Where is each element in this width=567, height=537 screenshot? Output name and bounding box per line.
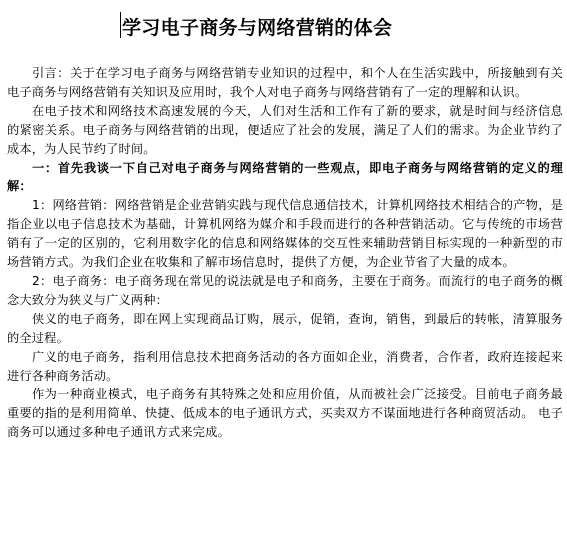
document-title[interactable]: 学习电子商务与网络营销的体会 xyxy=(122,17,393,39)
paragraph-section-heading[interactable]: 一：首先我谈一下自己对电子商务与网络营销的一些观点，即电子商务与网络营销的定义的理解： xyxy=(7,160,563,194)
paragraph-business-model[interactable]: 作为一种商业模式，电子商务有其特殊之处和应用价值，从而被社会广泛接受。目前电子商务最重要的指的是利用简单、快捷、低成本的电子通讯方式，买卖双方不谋面地进行各种商贸活动。 电子商务可以通过多种电子通讯方式来完成。 xyxy=(7,387,563,440)
paragraph-narrow-definition[interactable]: 侠义的电子商务，即在网上实现商品订购，展示，促销，查询，销售，到最后的转帐，清算服务的全过程。 xyxy=(7,311,563,345)
paragraph-network-marketing[interactable]: 1：网络营销：网络营销是企业营销实践与现代信息通信技术，计算机网络技术相结合的产物，是指企业以电子信息技术为基础，计算机网络为媒介和手段而进行的各种营销活动。它与传统的市场营销有了一定的区别的，它利用数字化的信息和网络媒体的交互性来辅助营销目标实现的一种新型的市场营销方式。为我们企业在收集和了解市场信息时，提供了方便，为企业节省了大量的成本。 xyxy=(7,198,563,270)
title-row xyxy=(7,10,563,42)
text-cursor xyxy=(120,12,121,38)
paragraph-background[interactable]: 在电子技术和网络技术高速发展的今天，人们对生活和工作有了新的要求，就是时间与经济信息的紧密关系。电子商务与网络营销的出现，便适应了社会的发展，满足了人们的需求。为企业节约了成本，为人民节约了时间。 xyxy=(7,103,563,156)
paragraph-introduction[interactable]: 引言：关于在学习电子商务与网络营销专业知识的过程中，和个人在生活实践中，所接触到有关电子商务与网络营销有关知识及应用时，我个人对电子商务与网络营销有了一定的理解和认识。 xyxy=(7,66,563,99)
paragraph-ecommerce[interactable]: 2：电子商务：电子商务现在常见的说法就是电子和商务，主要在于商务。而流行的电子商务的概念大致分为狭义与广义两种： xyxy=(7,273,563,307)
paragraph-broad-definition[interactable]: 广义的电子商务，指利用信息技术把商务活动的各方面如企业，消费者，合作者，政府连接起来进行各种商务活动。 xyxy=(7,349,563,383)
